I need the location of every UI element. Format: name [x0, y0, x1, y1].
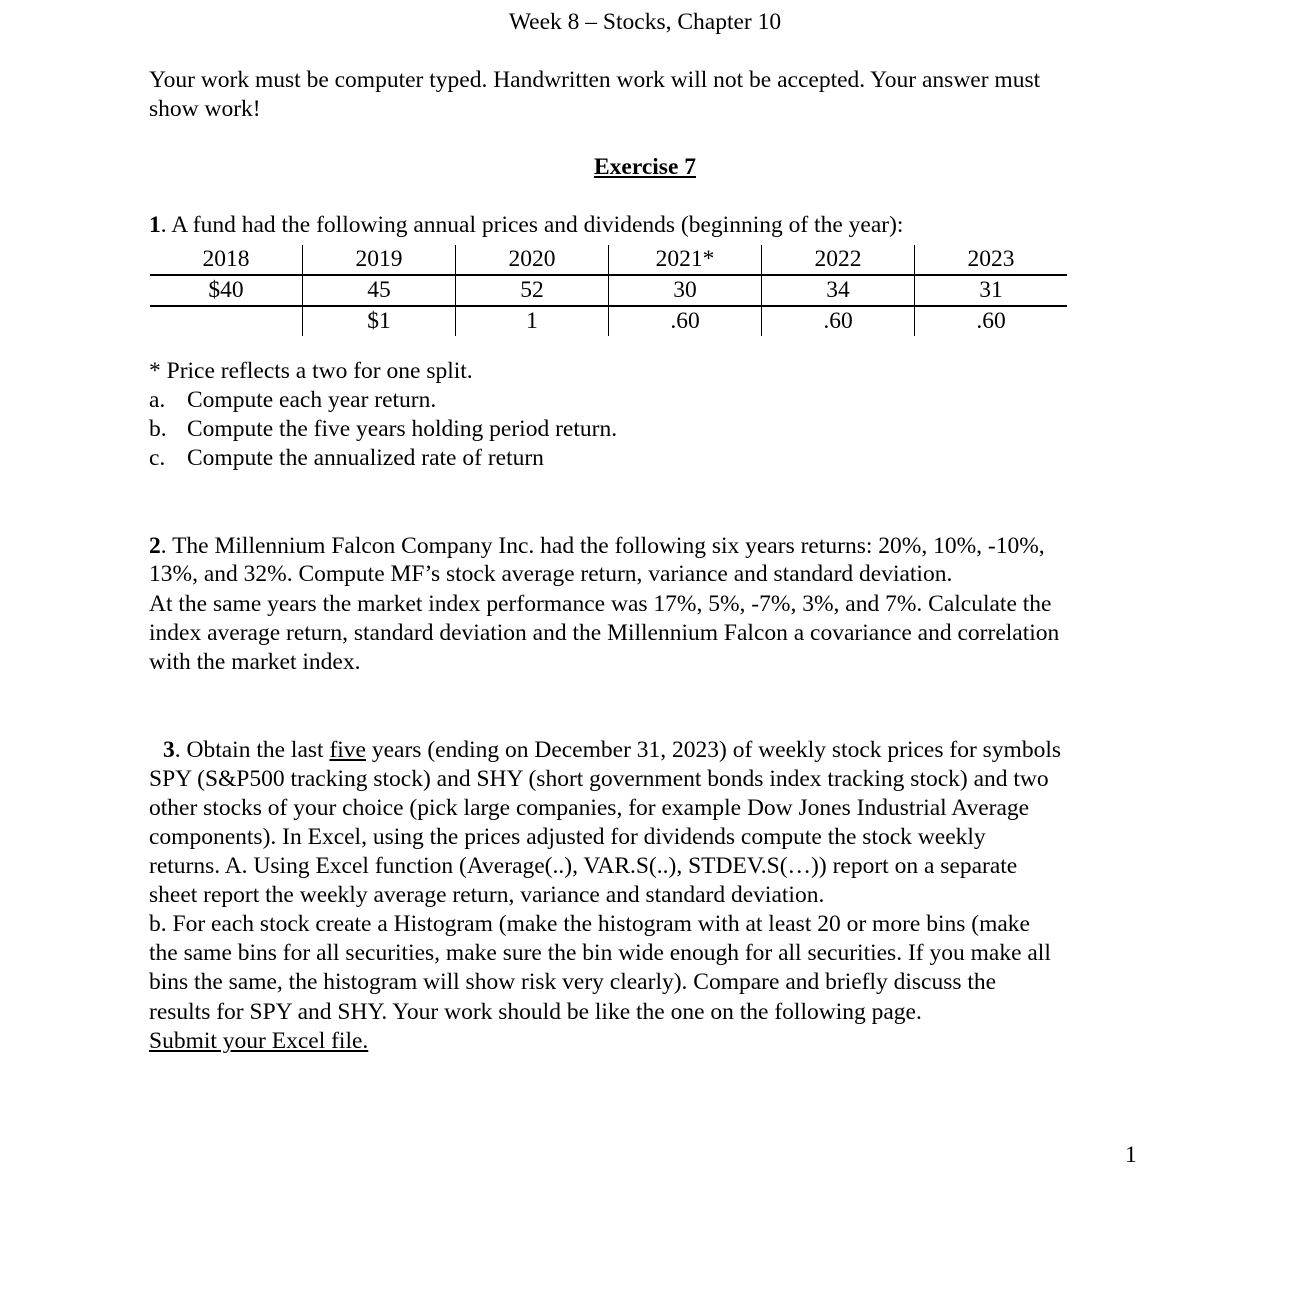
cell: .60 [609, 306, 762, 336]
q3-line: results for SPY and SHY. Your work should be like the one on the following page. [149, 999, 922, 1025]
dividends-row [150, 306, 1067, 336]
years-row [150, 245, 1067, 275]
cell: 52 [456, 275, 609, 306]
cell: 34 [762, 275, 915, 306]
cell: .60 [762, 306, 915, 336]
cell: 2020 [456, 245, 609, 275]
exercise-title: Exercise 7 [593, 154, 697, 180]
page-title: Week 8 – Stocks, Chapter 10 [508, 9, 782, 35]
q2-line: 13%, and 32%. Compute MF’s stock average return, variance and standard deviation. [149, 561, 953, 587]
question-2: 2. The Millennium Falcon Company Inc. had the following six years returns: 20%, 10%, -10%, [149, 533, 1045, 559]
question-1: 1. A fund had the following annual prices and dividends (beginning of the year): [149, 212, 904, 238]
submit-instruction: Submit your Excel file. [149, 1028, 369, 1054]
intro-line: Your work must be computer typed. Handwritten work will not be accepted. Your answer must [149, 67, 1041, 93]
cell: .60 [915, 306, 1068, 336]
page-number: 1 [1125, 1142, 1137, 1168]
q3-line: components). In Excel, using the prices adjusted for dividends compute the stock weekly [149, 824, 986, 850]
cell: 2021* [609, 245, 762, 275]
q3-line: bins the same, the histogram will show risk very clearly). Compare and briefly discuss the [149, 969, 997, 995]
cell: 2023 [915, 245, 1068, 275]
q2-line: with the market index. [149, 649, 361, 675]
cell: $1 [303, 306, 456, 336]
intro-line: show work! [149, 96, 261, 122]
q2-line: index average return, standard deviation and the Millennium Falcon a covariance and correlation [149, 620, 1060, 646]
cell: $40 [150, 275, 303, 306]
split-note: * Price reflects a two for one split. [149, 358, 473, 384]
q3-line: the same bins for all securities, make sure the bin wide enough for all securities. If you make all [149, 940, 1051, 966]
part-b: b. Compute the five years holding period return. [149, 416, 618, 442]
cell: 2022 [762, 245, 915, 275]
cell: 2019 [303, 245, 456, 275]
prices-row [150, 275, 1067, 306]
q2-line: At the same years the market index performance was 17%, 5%, -7%, 3%, and 7%. Calculate the [149, 591, 1052, 617]
q3-line: SPY (S&P500 tracking stock) and SHY (short government bonds index tracking stock) and two [149, 766, 1049, 792]
cell [150, 306, 303, 336]
part-a: a. Compute each year return. [149, 387, 437, 413]
cell: 45 [303, 275, 456, 306]
cell: 30 [609, 275, 762, 306]
question-3: 3. Obtain the last five years (ending on December 31, 2023) of weekly stock prices for symbols [163, 737, 1062, 763]
q3-line: other stocks of your choice (pick large companies, for example Dow Jones Industrial Average [149, 795, 1030, 821]
part-c: c. Compute the annualized rate of return [149, 445, 544, 471]
q3-line: sheet report the weekly average return, variance and standard deviation. [149, 882, 825, 908]
cell: 31 [915, 275, 1068, 306]
cell: 2018 [150, 245, 303, 275]
q3-line: b. For each stock create a Histogram (make the histogram with at least 20 or more bins (make [149, 911, 1030, 937]
q3-line: returns. A. Using Excel function (Average(..), VAR.S(..), STDEV.S(…)) report on a separate [149, 853, 1018, 879]
cell: 1 [456, 306, 609, 336]
price-dividend-table [150, 245, 1067, 336]
